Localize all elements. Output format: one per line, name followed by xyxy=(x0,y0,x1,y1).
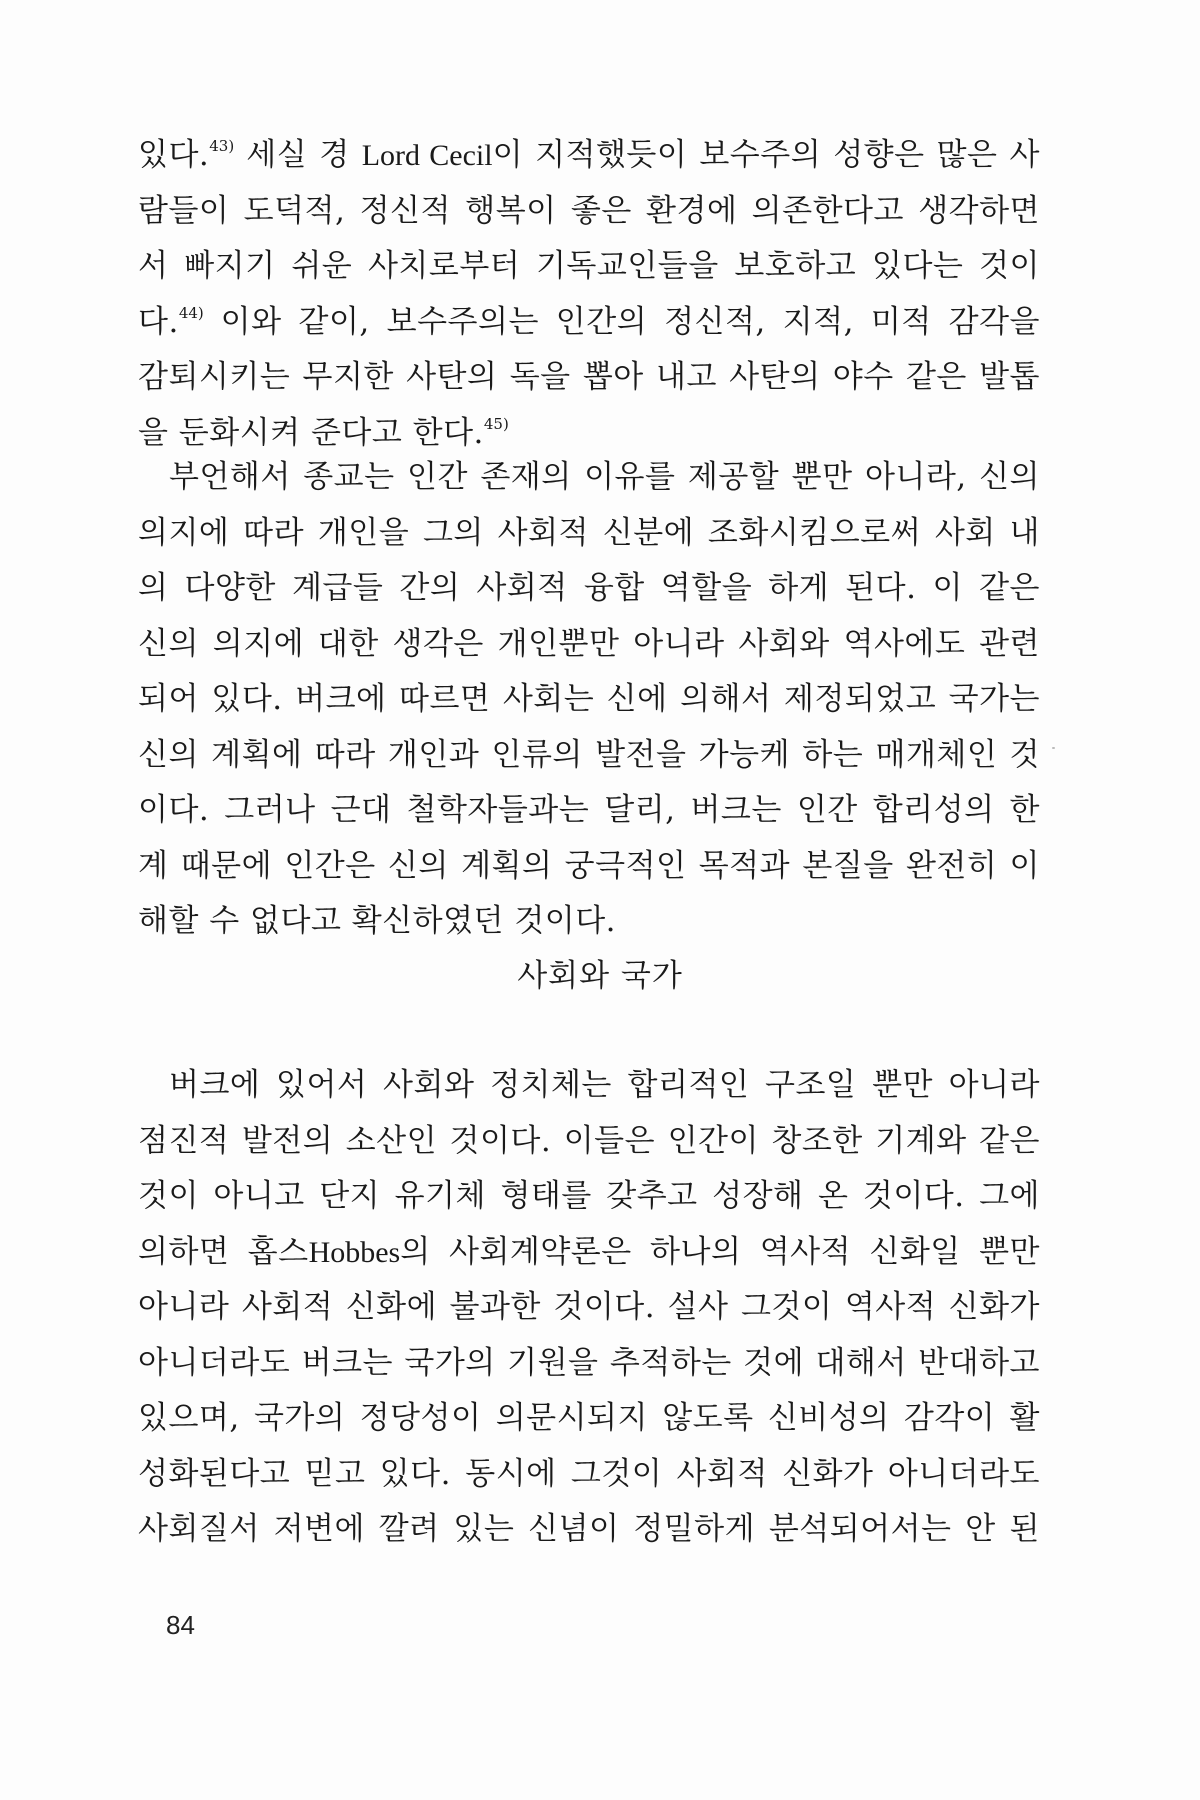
text-line xyxy=(138,1225,1040,1281)
text-line: 되어 있다. 버크에 따르면 사회는 신에 의해서 제정되었고 국가는 xyxy=(138,681,1040,717)
text-line: 계 때문에 인간은 신의 계획의 궁극적인 목적과 본질을 완전히 이 xyxy=(138,847,1040,884)
text-line: 있으며, 국가의 정당성이 의문시되지 않도록 신비성의 감각이 활 xyxy=(138,1400,1040,1436)
footnote-marker-43: 43) xyxy=(209,137,235,155)
section-heading: 사회와 국가 xyxy=(517,958,683,994)
text-line: 아니더라도 버크는 국가의 기원을 추적하는 것에 대해서 반대하고 xyxy=(138,1344,1040,1381)
text-line: 성화된다고 믿고 있다. 동시에 그것이 사회적 신화가 아니더라도 xyxy=(138,1455,1040,1492)
text-segment: 다. xyxy=(138,303,179,340)
paragraph-conservatism xyxy=(138,128,1040,461)
text-segment: 의 사회계약론은 하나의 역사적 신화일 뿐만 xyxy=(400,1233,1040,1270)
text-line xyxy=(138,128,1040,184)
footnote-marker-45: 45) xyxy=(483,414,509,433)
text-segment: 이와 같이, 보수주의는 인간의 정신적, 지적, 미적 감각을 xyxy=(203,303,1040,340)
paragraph-religion xyxy=(138,450,1040,950)
text-line: 버크에 있어서 사회와 정치체는 합리적인 구조일 뿐만 아니라 xyxy=(169,1067,1040,1103)
text-segment: 세실 경 xyxy=(234,137,362,173)
text-line: 신의 의지에 대한 생각은 개인뿐만 아니라 사회와 역사에도 관련 xyxy=(138,625,1040,662)
page-number: 84 xyxy=(166,1610,195,1640)
footnote-marker-44: 44) xyxy=(178,303,204,322)
latin-name: Lord Cecil xyxy=(361,139,493,172)
text-line: 이다. 그러나 근대 철학자들과는 달리, 버크는 인간 합리성의 한 xyxy=(138,792,1040,828)
text-line: 점진적 발전의 소산인 것이다. 이들은 인간이 창조한 기계와 같은 xyxy=(138,1122,1040,1159)
text-line: 부언해서 종교는 인간 존재의 이유를 제공할 뿐만 아니라, 신의 xyxy=(169,459,1040,495)
text-line xyxy=(138,295,1040,351)
text-line: 신의 계획에 따라 개인과 인류의 발전을 가능케 하는 매개체인 것 xyxy=(138,736,1040,773)
text-line: 감퇴시키는 무지한 사탄의 독을 뽑아 내고 사탄의 야수 같은 발톱 xyxy=(138,359,1040,395)
text-line: 사회질서 저변에 깔려 있는 신념이 정밀하게 분석되어서는 안 된 xyxy=(138,1511,1040,1547)
text-segment: 이 지적했듯이 보수주의 성향은 많은 사 xyxy=(492,137,1040,173)
text-line: 의지에 따라 개인을 그의 사회적 신분에 조화시킴으로써 사회 내 xyxy=(138,514,1040,551)
text-line: 아니라 사회적 신화에 불과한 것이다. 설사 그것이 역사적 신화가 xyxy=(138,1289,1040,1325)
latin-name: Hobbes xyxy=(308,1235,401,1269)
text-segment: 을 둔화시켜 준다고 한다. xyxy=(138,414,484,451)
text-line: 서 빠지기 쉬운 사치로부터 기독교인들을 보호하고 있다는 것이 xyxy=(138,248,1040,284)
scan-speck xyxy=(1052,747,1055,749)
text-line: 해할 수 없다고 확신하였던 것이다. xyxy=(138,903,617,939)
text-segment: 있다. xyxy=(138,137,210,173)
text-line: 것이 아니고 단지 유기체 형태를 갖추고 성장해 온 것이다. 그에 xyxy=(138,1178,1040,1214)
paragraph-society-state xyxy=(138,1058,1040,1558)
text-line: 의 다양한 계급들 간의 사회적 융합 역할을 하게 된다. 이 같은 xyxy=(138,570,1040,606)
text-segment: 의하면 홉스 xyxy=(138,1233,309,1270)
text-line: 람들이 도덕적, 정신적 행복이 좋은 환경에 의존한다고 생각하면 xyxy=(138,192,1040,229)
